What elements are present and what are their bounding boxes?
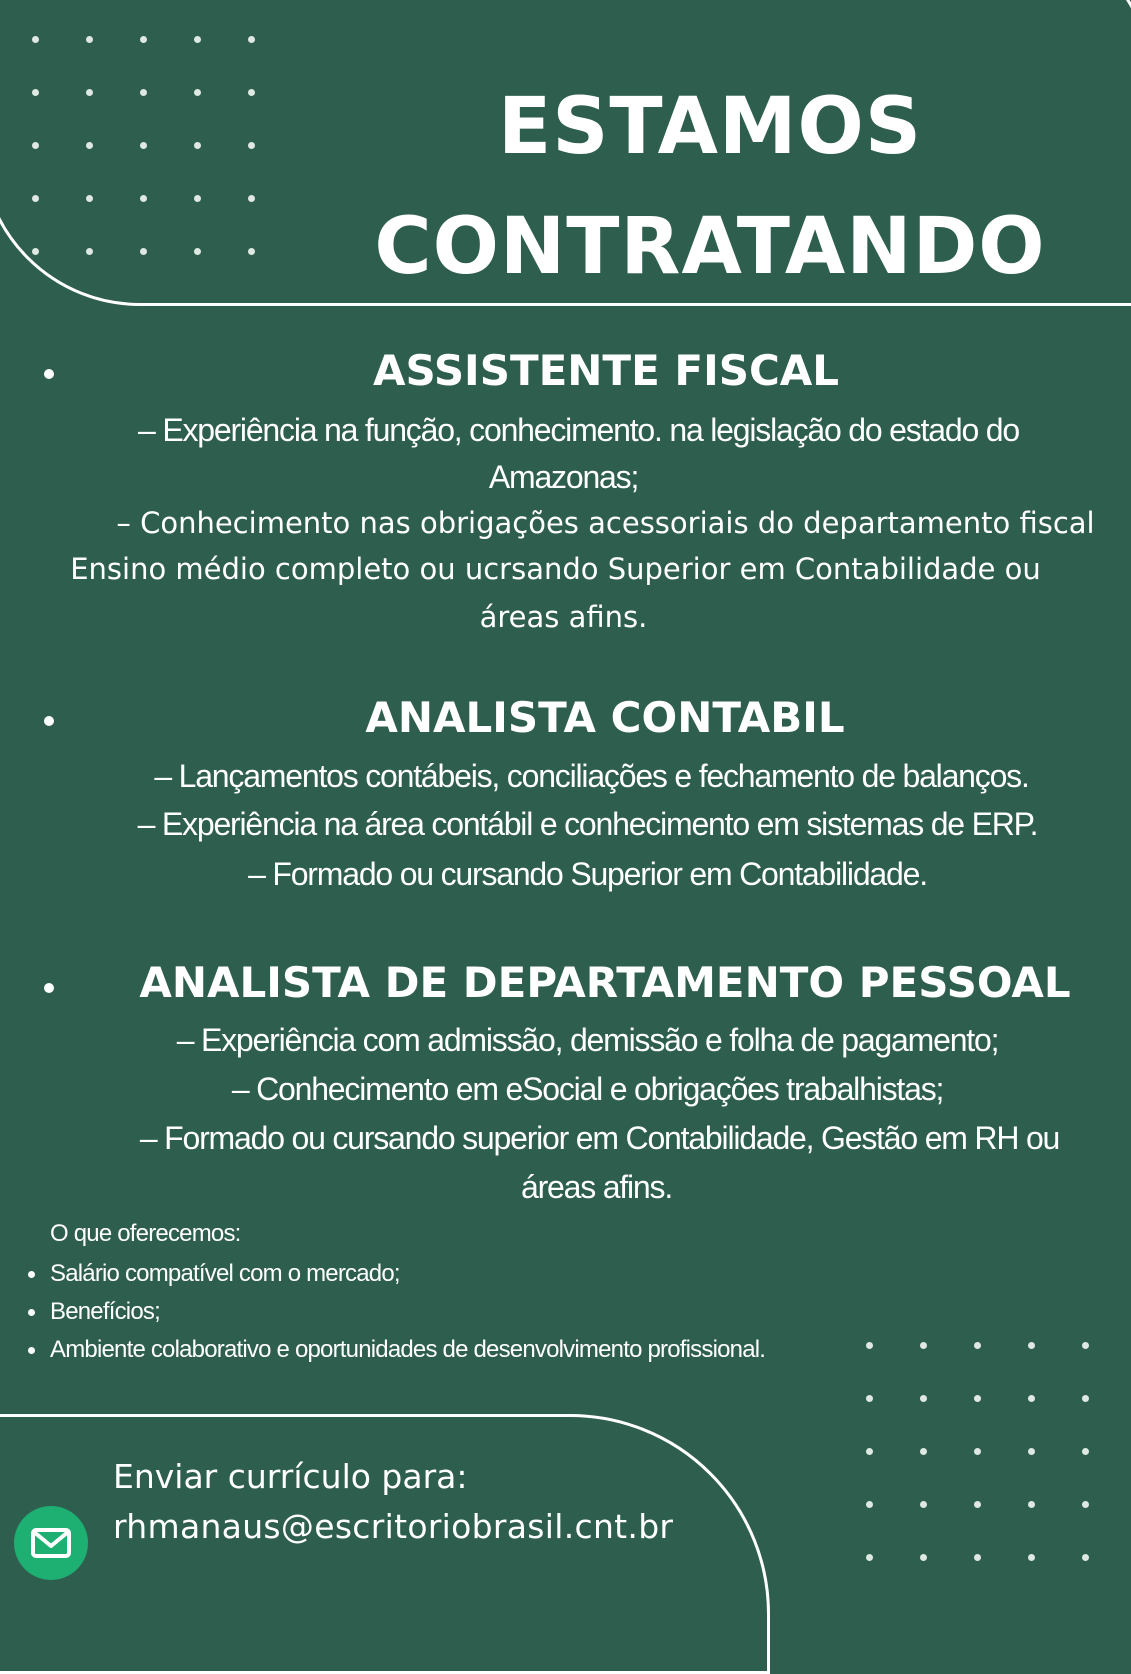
job-requirement: – Experiência com admissão, demissão e folha de pagamento; — [176, 1022, 999, 1058]
job-requirement: Ensino médio completo ou ucrsando Superior em Contabilidade ou — [70, 552, 1041, 586]
bullet — [44, 369, 54, 379]
headline-line-1: ESTAMOS — [497, 82, 923, 172]
offers-heading: O que oferecemos: — [50, 1220, 241, 1247]
mail-icon — [14, 1506, 88, 1580]
bullet — [44, 716, 54, 726]
job-requirement: – Formado ou cursando Superior em Contabilidade. — [248, 856, 927, 892]
job-title: ANALISTA DE DEPARTAMENTO PESSOAL — [139, 958, 1071, 1007]
job-title: ASSISTENTE FISCAL — [372, 346, 840, 395]
decorative-dot-grid-top — [32, 36, 302, 301]
job-requirement: – Lançamentos contábeis, conciliações e fechamento de balanços. — [154, 758, 1029, 794]
contact-email-link[interactable]: rhmanaus@escritoriobrasil.cnt.br — [113, 1507, 674, 1546]
bullet — [44, 983, 54, 993]
offers-list — [0, 1260, 765, 1374]
job-requirement: – Experiência na área contábil e conhecimento em sistemas de ERP. — [137, 806, 1038, 842]
decorative-dot-grid-bottom — [866, 1342, 1131, 1607]
headline-line-2: CONTRATANDO — [374, 202, 1046, 292]
offer-item: Ambiente colaborativo e oportunidades de desenvolvimento profissional. — [0, 1336, 765, 1374]
job-requirement: – Conhecimento nas obrigações acessoriais do departamento fiscal — [116, 506, 1095, 540]
offer-item: Salário compatível com o mercado; — [0, 1260, 765, 1298]
job-title: ANALISTA CONTABIL — [365, 693, 845, 742]
job-requirement: áreas afins. — [520, 1169, 673, 1205]
job-requirement: – Conhecimento em eSocial e obrigações trabalhistas; — [231, 1071, 944, 1107]
contact-label: Enviar currículo para: — [113, 1457, 468, 1496]
job-requirement: – Experiência na função, conhecimento. na legislação do estado do — [138, 412, 1019, 448]
job-requirement: Amazonas; — [488, 459, 639, 495]
job-requirement: áreas afins. — [479, 600, 648, 634]
offer-item: Benefícios; — [0, 1298, 765, 1336]
job-requirement: – Formado ou cursando superior em Contabilidade, Gestão em RH ou — [139, 1120, 1060, 1156]
